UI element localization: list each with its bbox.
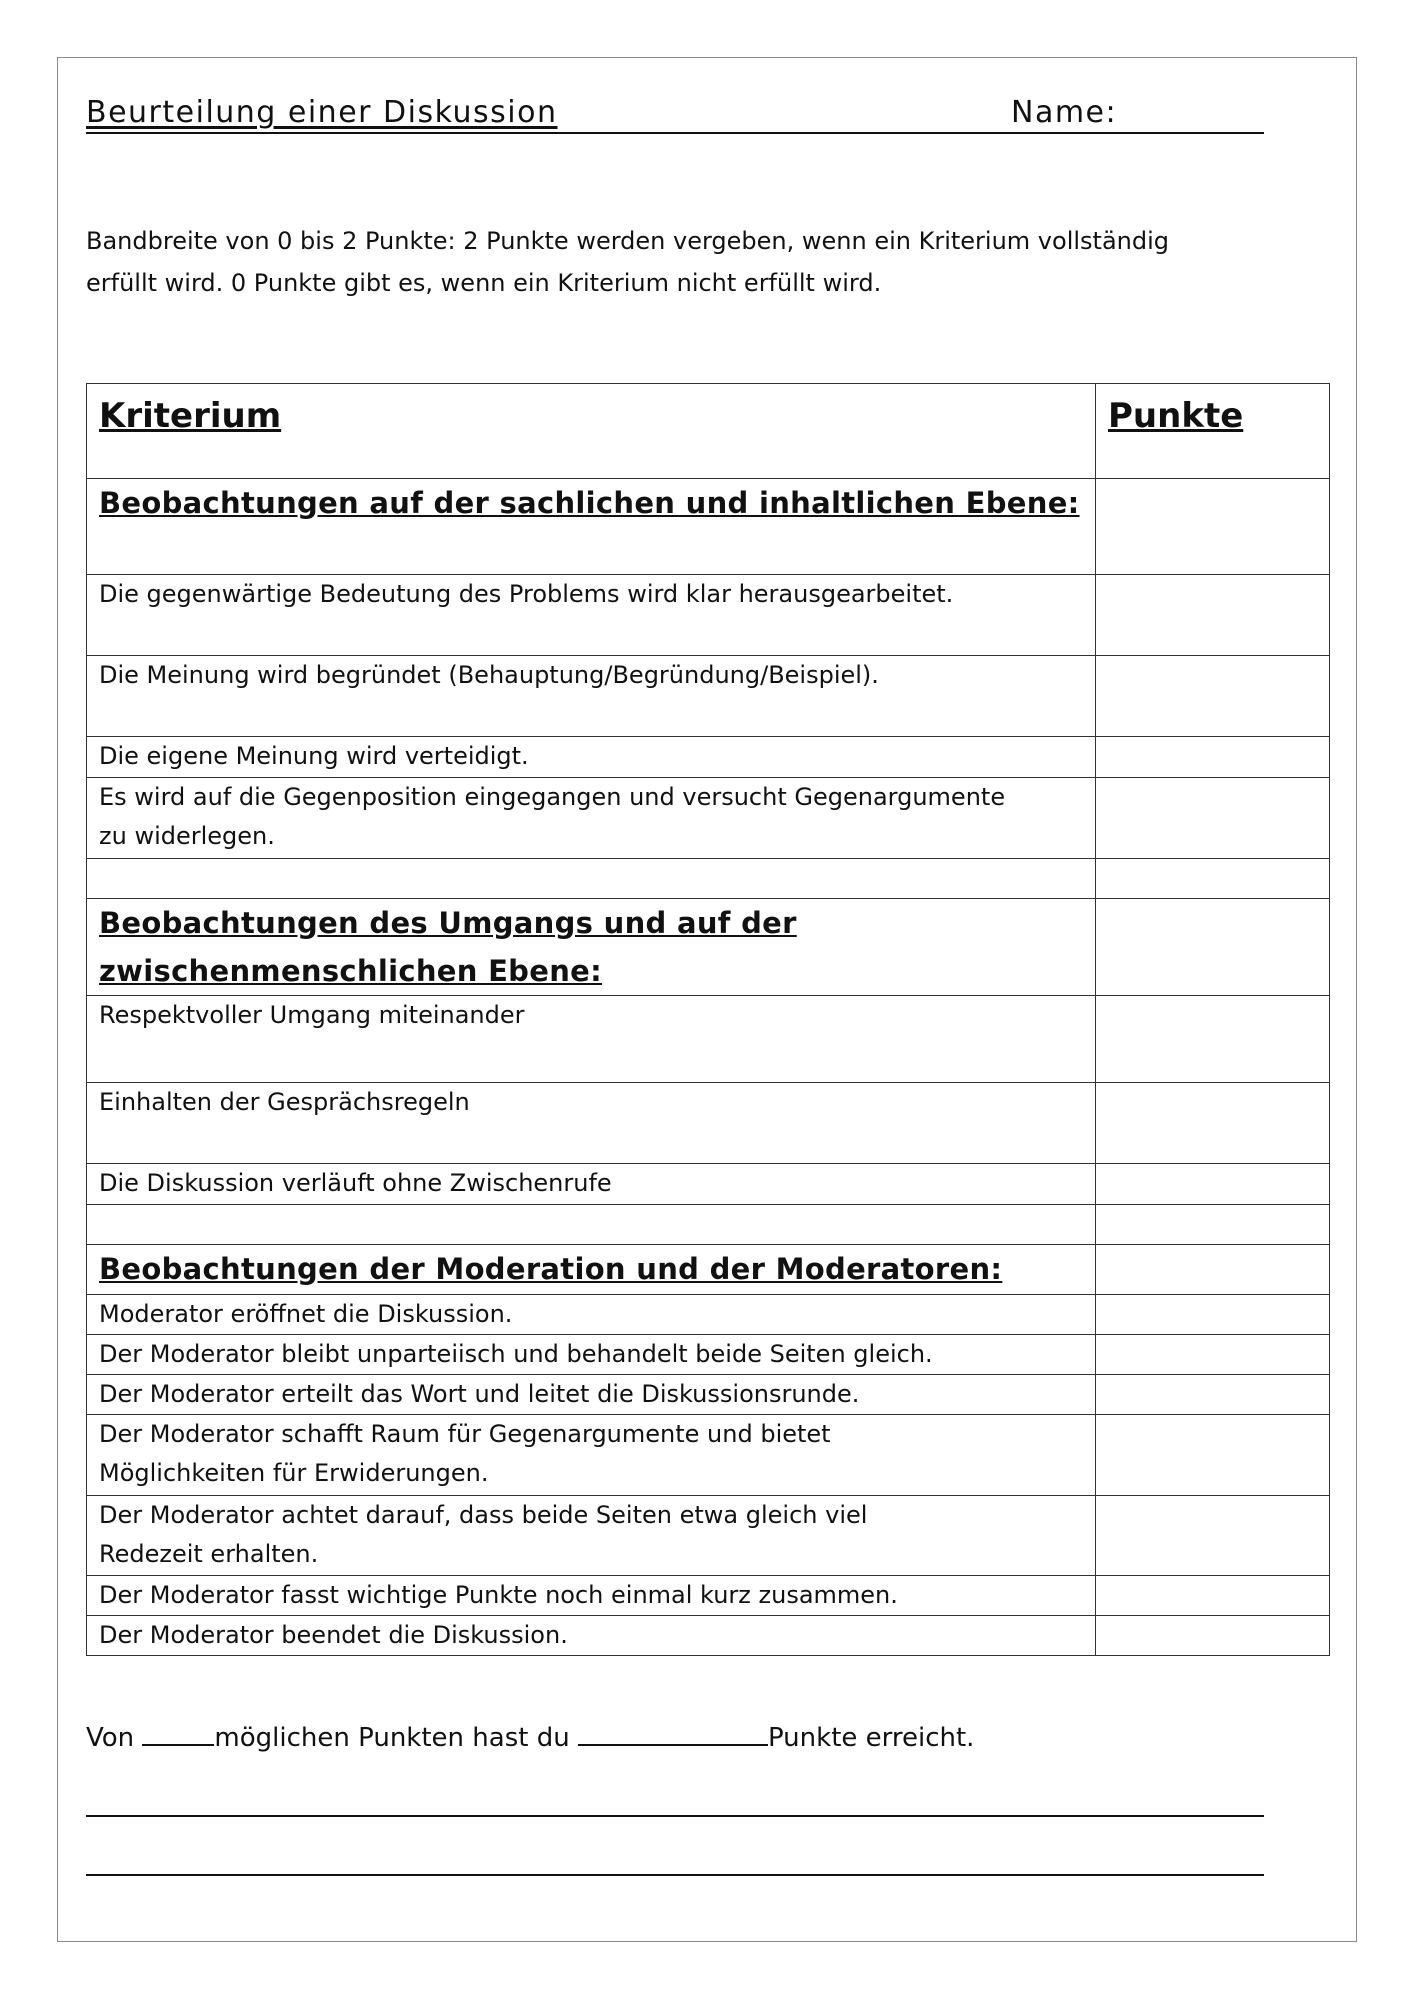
- criterion-cell: [87, 1245, 1096, 1295]
- points-cell[interactable]: [1096, 899, 1330, 996]
- criterion-cell: [87, 778, 1096, 859]
- criterion-cell: [87, 1576, 1096, 1616]
- criterion-text: zu widerlegen.: [99, 822, 275, 850]
- header-underline: [86, 88, 1264, 134]
- scoring-instructions: [86, 220, 1286, 304]
- section-heading: Beobachtungen des Umgangs und auf der: [99, 906, 797, 940]
- header-points: Punkte: [1108, 396, 1244, 436]
- section-row: [87, 899, 1330, 996]
- criterion-cell: [87, 737, 1096, 778]
- table-row: [87, 778, 1330, 859]
- name-label: Name:: [1011, 95, 1118, 130]
- criterion-text: Respektvoller Umgang miteinander: [99, 1001, 525, 1029]
- criteria-table: [86, 383, 1330, 1656]
- points-cell[interactable]: [1096, 1295, 1330, 1335]
- points-cell[interactable]: [1096, 1205, 1330, 1245]
- summary-text-2: möglichen Punkten hast du: [214, 1723, 578, 1753]
- writing-line-2[interactable]: [86, 1874, 1264, 1876]
- criterion-cell: [87, 479, 1096, 575]
- criterion-text: Moderator eröffnet die Diskussion.: [99, 1300, 513, 1328]
- score-summary: [86, 1722, 974, 1753]
- table-row: [87, 1616, 1330, 1656]
- section-row: [87, 1245, 1330, 1295]
- table-row: [87, 1335, 1330, 1375]
- document-title: Beurteilung einer Diskussion: [86, 95, 558, 130]
- header-criterion: Kriterium: [99, 396, 282, 436]
- criterion-cell: [87, 1616, 1096, 1656]
- summary-text-3: Punkte erreicht.: [767, 1723, 975, 1753]
- points-cell[interactable]: [1096, 1616, 1330, 1656]
- instructions-line-1: Bandbreite von 0 bis 2 Punkte: 2 Punkte werden vergeben, wenn ein Kriterium vollständig: [86, 227, 1169, 255]
- section-heading: zwischenmenschlichen Ebene:: [99, 954, 603, 988]
- table-row: [87, 1375, 1330, 1415]
- points-cell[interactable]: [1096, 1245, 1330, 1295]
- instructions-line-2: erfüllt wird. 0 Punkte gibt es, wenn ein Kriterium nicht erfüllt wird.: [86, 269, 882, 297]
- criterion-cell: [87, 1164, 1096, 1205]
- criterion-text: Die eigene Meinung wird verteidigt.: [99, 742, 529, 770]
- points-cell[interactable]: [1096, 737, 1330, 778]
- table-row: [87, 575, 1330, 656]
- points-cell[interactable]: [1096, 1415, 1330, 1496]
- criterion-text: Der Moderator beendet die Diskussion.: [99, 1621, 568, 1649]
- criterion-cell: [87, 575, 1096, 656]
- criterion-cell: [87, 1496, 1096, 1576]
- points-cell[interactable]: [1096, 778, 1330, 859]
- criterion-cell: [87, 859, 1096, 899]
- section-heading: Beobachtungen der Moderation und der Moderatoren:: [99, 1252, 1003, 1286]
- points-cell[interactable]: [1096, 575, 1330, 656]
- table-row: [87, 996, 1330, 1083]
- criterion-text: Die Diskussion verläuft ohne Zwischenrufe: [99, 1169, 612, 1197]
- criterion-text: Die gegenwärtige Bedeutung des Problems wird klar herausgearbeitet.: [99, 580, 954, 608]
- points-cell[interactable]: [1096, 656, 1330, 737]
- table-row: [87, 1295, 1330, 1335]
- achieved-points-blank[interactable]: [578, 1722, 768, 1746]
- criterion-text: Redezeit erhalten.: [99, 1540, 319, 1568]
- spacer-row: [87, 859, 1330, 899]
- possible-points-blank[interactable]: [142, 1722, 214, 1746]
- points-cell[interactable]: [1096, 1576, 1330, 1616]
- criterion-text: Der Moderator fasst wichtige Punkte noch einmal kurz zusammen.: [99, 1581, 898, 1609]
- table-row: [87, 1415, 1330, 1496]
- points-cell[interactable]: [1096, 859, 1330, 899]
- criterion-cell: [87, 1415, 1096, 1496]
- table-row: [87, 656, 1330, 737]
- table-row: [87, 1083, 1330, 1164]
- criterion-text: Der Moderator schafft Raum für Gegenargumente und bietet: [99, 1420, 831, 1448]
- table-row: [87, 1496, 1330, 1576]
- criterion-cell: [87, 899, 1096, 996]
- section-row: [87, 479, 1330, 575]
- header-cell-criterion: [87, 384, 1096, 479]
- header-cell-points: [1096, 384, 1330, 479]
- table-row: [87, 737, 1330, 778]
- criterion-cell: [87, 656, 1096, 737]
- summary-text-1: Von: [86, 1723, 143, 1753]
- table-header-row: [87, 384, 1330, 479]
- section-heading: Beobachtungen auf der sachlichen und inhaltlichen Ebene:: [99, 486, 1080, 520]
- points-cell[interactable]: [1096, 479, 1330, 575]
- points-cell[interactable]: [1096, 1335, 1330, 1375]
- criterion-cell: [87, 1083, 1096, 1164]
- criterion-cell: [87, 1205, 1096, 1245]
- spacer-row: [87, 1205, 1330, 1245]
- criterion-text: Möglichkeiten für Erwiderungen.: [99, 1459, 489, 1487]
- table-row: [87, 1164, 1330, 1205]
- criterion-text: Die Meinung wird begründet (Behauptung/Begründung/Beispiel).: [99, 661, 879, 689]
- criterion-cell: [87, 1295, 1096, 1335]
- table-row: [87, 1576, 1330, 1616]
- criterion-text: Einhalten der Gesprächsregeln: [99, 1088, 470, 1116]
- points-cell[interactable]: [1096, 1375, 1330, 1415]
- criterion-cell: [87, 1335, 1096, 1375]
- criterion-text: Der Moderator achtet darauf, dass beide Seiten etwa gleich viel: [99, 1501, 868, 1529]
- points-cell[interactable]: [1096, 1083, 1330, 1164]
- criterion-text: Es wird auf die Gegenposition eingegangen und versucht Gegenargumente: [99, 783, 1006, 811]
- criterion-cell: [87, 1375, 1096, 1415]
- writing-line-1[interactable]: [86, 1815, 1264, 1817]
- criterion-cell: [87, 996, 1096, 1083]
- points-cell[interactable]: [1096, 996, 1330, 1083]
- points-cell[interactable]: [1096, 1164, 1330, 1205]
- criterion-text: Der Moderator erteilt das Wort und leitet die Diskussionsrunde.: [99, 1380, 860, 1408]
- points-cell[interactable]: [1096, 1496, 1330, 1576]
- criterion-text: Der Moderator bleibt unparteiisch und behandelt beide Seiten gleich.: [99, 1340, 933, 1368]
